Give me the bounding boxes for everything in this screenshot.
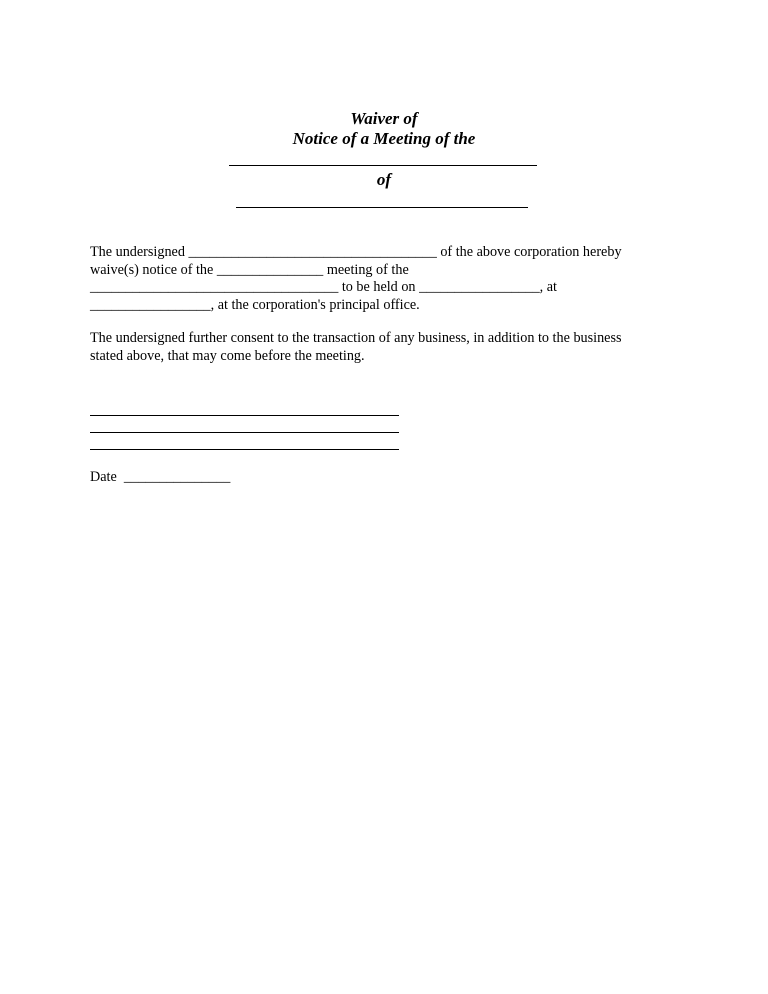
signature-line: [90, 432, 399, 433]
meeting-type-blank: _______________: [216, 261, 324, 278]
waiver-line-3: [90, 279, 680, 297]
consent-line-1: The undersigned further consent to the transaction of any business, in addition to the business: [90, 330, 622, 346]
name-blank: ___________________________________: [188, 244, 437, 260]
consent-line-2: stated above, that may come before the meeting.: [90, 347, 365, 364]
date-label: Date: [90, 469, 117, 485]
title-of: of: [376, 170, 392, 189]
consent-paragraph: [90, 330, 680, 365]
date-row: [90, 469, 230, 487]
title-notice-of-meeting: Notice of a Meeting of the: [292, 129, 476, 148]
waiver-text: to be held on: [338, 279, 420, 295]
meeting-date-blank: _________________: [419, 279, 540, 295]
signature-line: [90, 449, 399, 450]
title-blank-line-body: [229, 165, 537, 166]
date-blank: _______________: [123, 469, 231, 485]
body-name-blank: ___________________________________: [90, 279, 339, 295]
waiver-text: waive(s) notice of the: [90, 261, 217, 278]
waiver-paragraph: [90, 244, 680, 314]
waiver-line-2: [90, 262, 680, 280]
waiver-text: , at the corporation's principal office.: [210, 296, 420, 313]
title-waiver-of: Waiver of: [350, 109, 418, 128]
waiver-line-4: [90, 297, 680, 315]
waiver-line-1: [90, 244, 680, 262]
waiver-text: The undersigned: [90, 244, 189, 260]
waiver-text: , at: [539, 279, 557, 295]
signature-line: [90, 415, 399, 416]
title-blank-line-corporation: [236, 207, 528, 208]
meeting-time-blank: _________________: [90, 296, 211, 313]
waiver-text: meeting of the: [323, 261, 409, 278]
waiver-text: of the above corporation hereby: [436, 244, 622, 260]
